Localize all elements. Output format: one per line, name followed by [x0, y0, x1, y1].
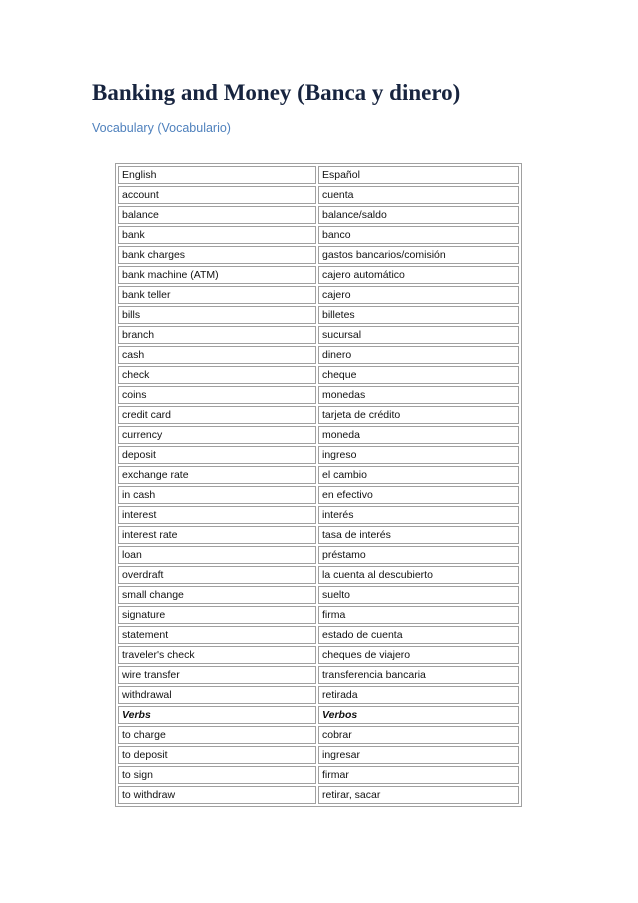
- spanish-term: préstamo: [318, 546, 519, 564]
- column-header-english: English: [118, 166, 316, 184]
- english-term: check: [118, 366, 316, 384]
- spanish-term: cheques de viajero: [318, 646, 519, 664]
- spanish-term: Verbos: [318, 706, 519, 724]
- english-term: traveler's check: [118, 646, 316, 664]
- table-row: [118, 686, 519, 704]
- english-term: bank: [118, 226, 316, 244]
- table-row: [118, 726, 519, 744]
- spanish-term: retirada: [318, 686, 519, 704]
- english-term: credit card: [118, 406, 316, 424]
- table-row: [118, 426, 519, 444]
- spanish-term: moneda: [318, 426, 519, 444]
- table-row: [118, 486, 519, 504]
- spanish-term: sucursal: [318, 326, 519, 344]
- english-term: Verbs: [118, 706, 316, 724]
- spanish-term: retirar, sacar: [318, 786, 519, 804]
- english-term: balance: [118, 206, 316, 224]
- english-term: statement: [118, 626, 316, 644]
- english-term: signature: [118, 606, 316, 624]
- english-term: to sign: [118, 766, 316, 784]
- table-row: [118, 646, 519, 664]
- table-row: [118, 566, 519, 584]
- spanish-term: billetes: [318, 306, 519, 324]
- english-term: bills: [118, 306, 316, 324]
- table-row: [118, 186, 519, 204]
- spanish-term: interés: [318, 506, 519, 524]
- spanish-term: transferencia bancaria: [318, 666, 519, 684]
- english-term: exchange rate: [118, 466, 316, 484]
- english-term: to deposit: [118, 746, 316, 764]
- table-row: [118, 526, 519, 544]
- spanish-term: monedas: [318, 386, 519, 404]
- table-row: [118, 346, 519, 364]
- table-row: [118, 466, 519, 484]
- table-row: [118, 406, 519, 424]
- english-term: withdrawal: [118, 686, 316, 704]
- spanish-term: banco: [318, 226, 519, 244]
- english-term: account: [118, 186, 316, 204]
- spanish-term: el cambio: [318, 466, 519, 484]
- spanish-term: en efectivo: [318, 486, 519, 504]
- spanish-term: tarjeta de crédito: [318, 406, 519, 424]
- spanish-term: cheque: [318, 366, 519, 384]
- english-term: to charge: [118, 726, 316, 744]
- vocabulary-table: [115, 163, 522, 807]
- spanish-term: firmar: [318, 766, 519, 784]
- table-row: [118, 786, 519, 804]
- english-term: small change: [118, 586, 316, 604]
- english-term: loan: [118, 546, 316, 564]
- table-row: [118, 666, 519, 684]
- english-term: in cash: [118, 486, 316, 504]
- spanish-term: la cuenta al descubierto: [318, 566, 519, 584]
- english-term: interest: [118, 506, 316, 524]
- table-row: [118, 306, 519, 324]
- table-row: [118, 286, 519, 304]
- vocabulary-table-body: [118, 166, 519, 804]
- page-subtitle: Vocabulary (Vocabulario): [92, 121, 231, 135]
- english-term: interest rate: [118, 526, 316, 544]
- spanish-term: dinero: [318, 346, 519, 364]
- english-term: to withdraw: [118, 786, 316, 804]
- table-row: [118, 506, 519, 524]
- page-title: Banking and Money (Banca y dinero): [92, 80, 461, 105]
- table-row: [118, 386, 519, 404]
- table-row: [118, 446, 519, 464]
- table-row: [118, 326, 519, 344]
- spanish-term: ingreso: [318, 446, 519, 464]
- spanish-term: estado de cuenta: [318, 626, 519, 644]
- english-term: coins: [118, 386, 316, 404]
- english-term: branch: [118, 326, 316, 344]
- table-row: [118, 266, 519, 284]
- english-term: overdraft: [118, 566, 316, 584]
- table-row: [118, 606, 519, 624]
- spanish-term: tasa de interés: [318, 526, 519, 544]
- table-row: [118, 746, 519, 764]
- english-term: bank machine (ATM): [118, 266, 316, 284]
- spanish-term: cobrar: [318, 726, 519, 744]
- table-header-row: [118, 166, 519, 184]
- spanish-term: balance/saldo: [318, 206, 519, 224]
- spanish-term: cajero automático: [318, 266, 519, 284]
- table-row: [118, 766, 519, 784]
- table-row: [118, 586, 519, 604]
- table-row: [118, 626, 519, 644]
- table-row: [118, 546, 519, 564]
- english-term: bank charges: [118, 246, 316, 264]
- table-row: [118, 206, 519, 224]
- spanish-term: suelto: [318, 586, 519, 604]
- english-term: currency: [118, 426, 316, 444]
- spanish-term: firma: [318, 606, 519, 624]
- english-term: wire transfer: [118, 666, 316, 684]
- english-term: deposit: [118, 446, 316, 464]
- verbs-section-header-row: [118, 706, 519, 724]
- english-term: cash: [118, 346, 316, 364]
- spanish-term: cajero: [318, 286, 519, 304]
- table-row: [118, 366, 519, 384]
- english-term: bank teller: [118, 286, 316, 304]
- spanish-term: ingresar: [318, 746, 519, 764]
- table-row: [118, 226, 519, 244]
- column-header-spanish: Español: [318, 166, 519, 184]
- spanish-term: cuenta: [318, 186, 519, 204]
- spanish-term: gastos bancarios/comisión: [318, 246, 519, 264]
- table-row: [118, 246, 519, 264]
